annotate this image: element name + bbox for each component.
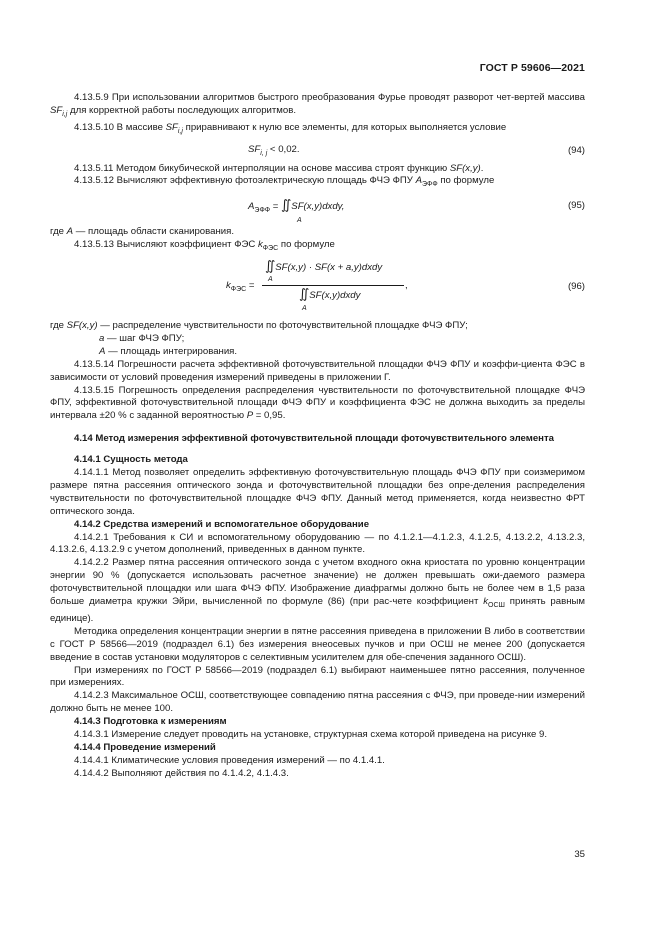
page-content (50, 92, 585, 781)
equation-95-body: $A_{ЭФФ}$ = ∬SF(x,y)dxdy, (248, 197, 345, 215)
equation-95: $A_{ЭФФ}$ = ∬SF(x,y)dxdy, A (95) (248, 197, 585, 225)
equation-95-number: (95) (567, 200, 585, 212)
clause-4-13-5-13: 4.13.5.13 Вычисляют коэффициент ФЭС $k_{ФЭС}$ по формуле (74, 239, 335, 253)
page-number: 35 (574, 849, 585, 860)
clause-4-13-5-12: 4.13.5.12 Вычисляют эффективную фотоэлектрическую площадь ФЧЭ ФПУ $A_{ЭФФ}$ по формуле (74, 175, 495, 189)
section-4-14-title: 4.14 Метод измерения эффективной фоточувствительной площади фоточувствительного элемента (74, 433, 555, 445)
equation-96: $k_{ФЭС}$ = ∬SF(x,y) · SF(x + a,y)dxdy A ∬SF(x,y)dxdy A , (96) (226, 257, 585, 312)
equation-96-numerator: ∬SF(x,y) · SF(x + a,y)dxdy (265, 257, 383, 273)
clause-4-13-5-15: 4.13.5.15 Погрешность определения распределения чувствительности по фоточувствительной площадке ФЧЭ ФПУ, эффективной фоточувствительной площади ФЧЭ ФПУ и коэффициента ФЭС не должна выходить за пределы интервала ±20 % с заданной вероятностью P = 0,95. (50, 384, 585, 422)
definition-A: A — площадь интегрирования. (99, 345, 238, 357)
equation-94-body: $SF_{i, j} < 0,02$. (248, 143, 300, 157)
equation-96-denominator: ∬SF(x,y)dxdy (299, 285, 361, 301)
section-4-14-3-title: 4.14.3 Подготовка к измерениям (74, 716, 227, 728)
clause-4-14-4-2: 4.14.4.2 Выполняют действия по 4.1.4.2, 4.1.4.3. (74, 767, 289, 779)
paragraph-method: Методика определения концентрации энергии в пятне рассеяния приведена в приложении В либо в соответствии с ГОСТ Р 58566—2019 (подраздел 6.1) без измерения внеосевых пучков и при ОСШ не менее 200 (допускается введение в состав установки модуляторов с селективным усилителем для обе-спечения заданного ОСШ). (50, 625, 585, 663)
definition-a: a — шаг ФЧЭ ФПУ; (99, 332, 185, 344)
equation-96-lhs: $k_{ФЭС}$ = (226, 279, 255, 293)
clause-4-14-2-3: 4.14.2.3 Максимальное ОСШ, соответствующее совпадению пятна рассеяния с ФЧЭ, при проведе-нии измерений должно быть не менее 100. (50, 690, 585, 715)
paragraph-gost: При измерениях по ГОСТ Р 58566—2019 (подраздел 6.1) выбирают наименьшее пятно рассеяния, полученное при измерениях. (50, 664, 585, 689)
clause-4-13-5-9: 4.13.5.9 При использовании алгоритмов быстрого преобразования Фурье проводят разворот чет-вертей массива $SF_{i,j}$ для корректной работы последующих алгоритмов. (50, 92, 585, 118)
clause-4-13-5-11: 4.13.5.11 Методом бикубической интерполяции на основе массива строят функцию SF(x,y). (74, 162, 484, 174)
clause-4-14-2-2: 4.14.2.2 Размер пятна рассеяния оптического зонда с учетом входного окна криостата по уровню концентрации энергии 90 % (допускается использовать расчетное значение) не должен превышать ожи-даемого размера фоточувствительной площадки или шага ФЧЭ ФПУ. Изображение диафрагмы должно быть не более чем в 1,5 раза больше диаметра кружки Эйри, вычисленной по формуле (86) (при рас-чете коэффициент $k_{ОСШ}$ принять равным единице). (50, 557, 585, 624)
equation-96-number: (96) (567, 280, 585, 292)
equation-94-number: (94) (567, 144, 585, 156)
fraction-line (262, 285, 404, 286)
section-4-14-1-title: 4.14.1 Сущность метода (74, 454, 188, 466)
clause-4-14-2-1: 4.14.2.1 Требования к СИ и вспомогательному оборудованию — по 4.1.2.1—4.1.2.3, 4.1.2.5, 4.13.2.2, 4.13.2.3, 4.13.2.6, 4.13.2.9 с учетом дополнений, приведенных в данном пункте. (50, 531, 585, 556)
definition-sf: где SF(x,y) — распределение чувствительности по фоточувствительной площадке ФЧЭ ФПУ; (50, 319, 468, 331)
equation-94 (50, 139, 585, 163)
clause-4-13-5-14: 4.13.5.14 Погрешности расчета эффективной фоточувствительной площадки ФЧЭ ФПУ и коэффи-циента ФЭС в зависимости от условий проведения измерений приведены в приложении Г. (50, 358, 585, 383)
clause-4-14-3-1: 4.14.3.1 Измерение следует проводить на установке, структурная схема которой приведена на рисунке 9. (74, 729, 548, 741)
clause-4-13-5-10: 4.13.5.10 В массиве $SF_{i,j}$ приравнивают к нулю все элементы, для которых выполняется условие (74, 121, 507, 135)
clause-4-14-4-1: 4.14.4.1 Климатические условия проведения измерений — по 4.1.4.1. (74, 754, 385, 766)
section-4-14-4-title: 4.14.4 Проведение измерений (74, 741, 216, 753)
standard-header: ГОСТ Р 59606—2021 (479, 62, 585, 74)
where-a-definition: где A — площадь области сканирования. (50, 226, 234, 238)
section-4-14-2-title: 4.14.2 Средства измерений и вспомогательное оборудование (74, 518, 370, 530)
clause-4-14-1-1: 4.14.1.1 Метод позволяет определить эффективную фоточувствительную площадь ФЧЭ ФПУ при соизмеримом размере пятна рассеяния оптического зонда и фоточувствительной площадки без опре-деления распределения чувствительности по фоточувствительной площадке ФЧЭ ФПУ. Данный метод применяется, когда неизвестно ФРТ оптического зонда. (50, 467, 585, 517)
